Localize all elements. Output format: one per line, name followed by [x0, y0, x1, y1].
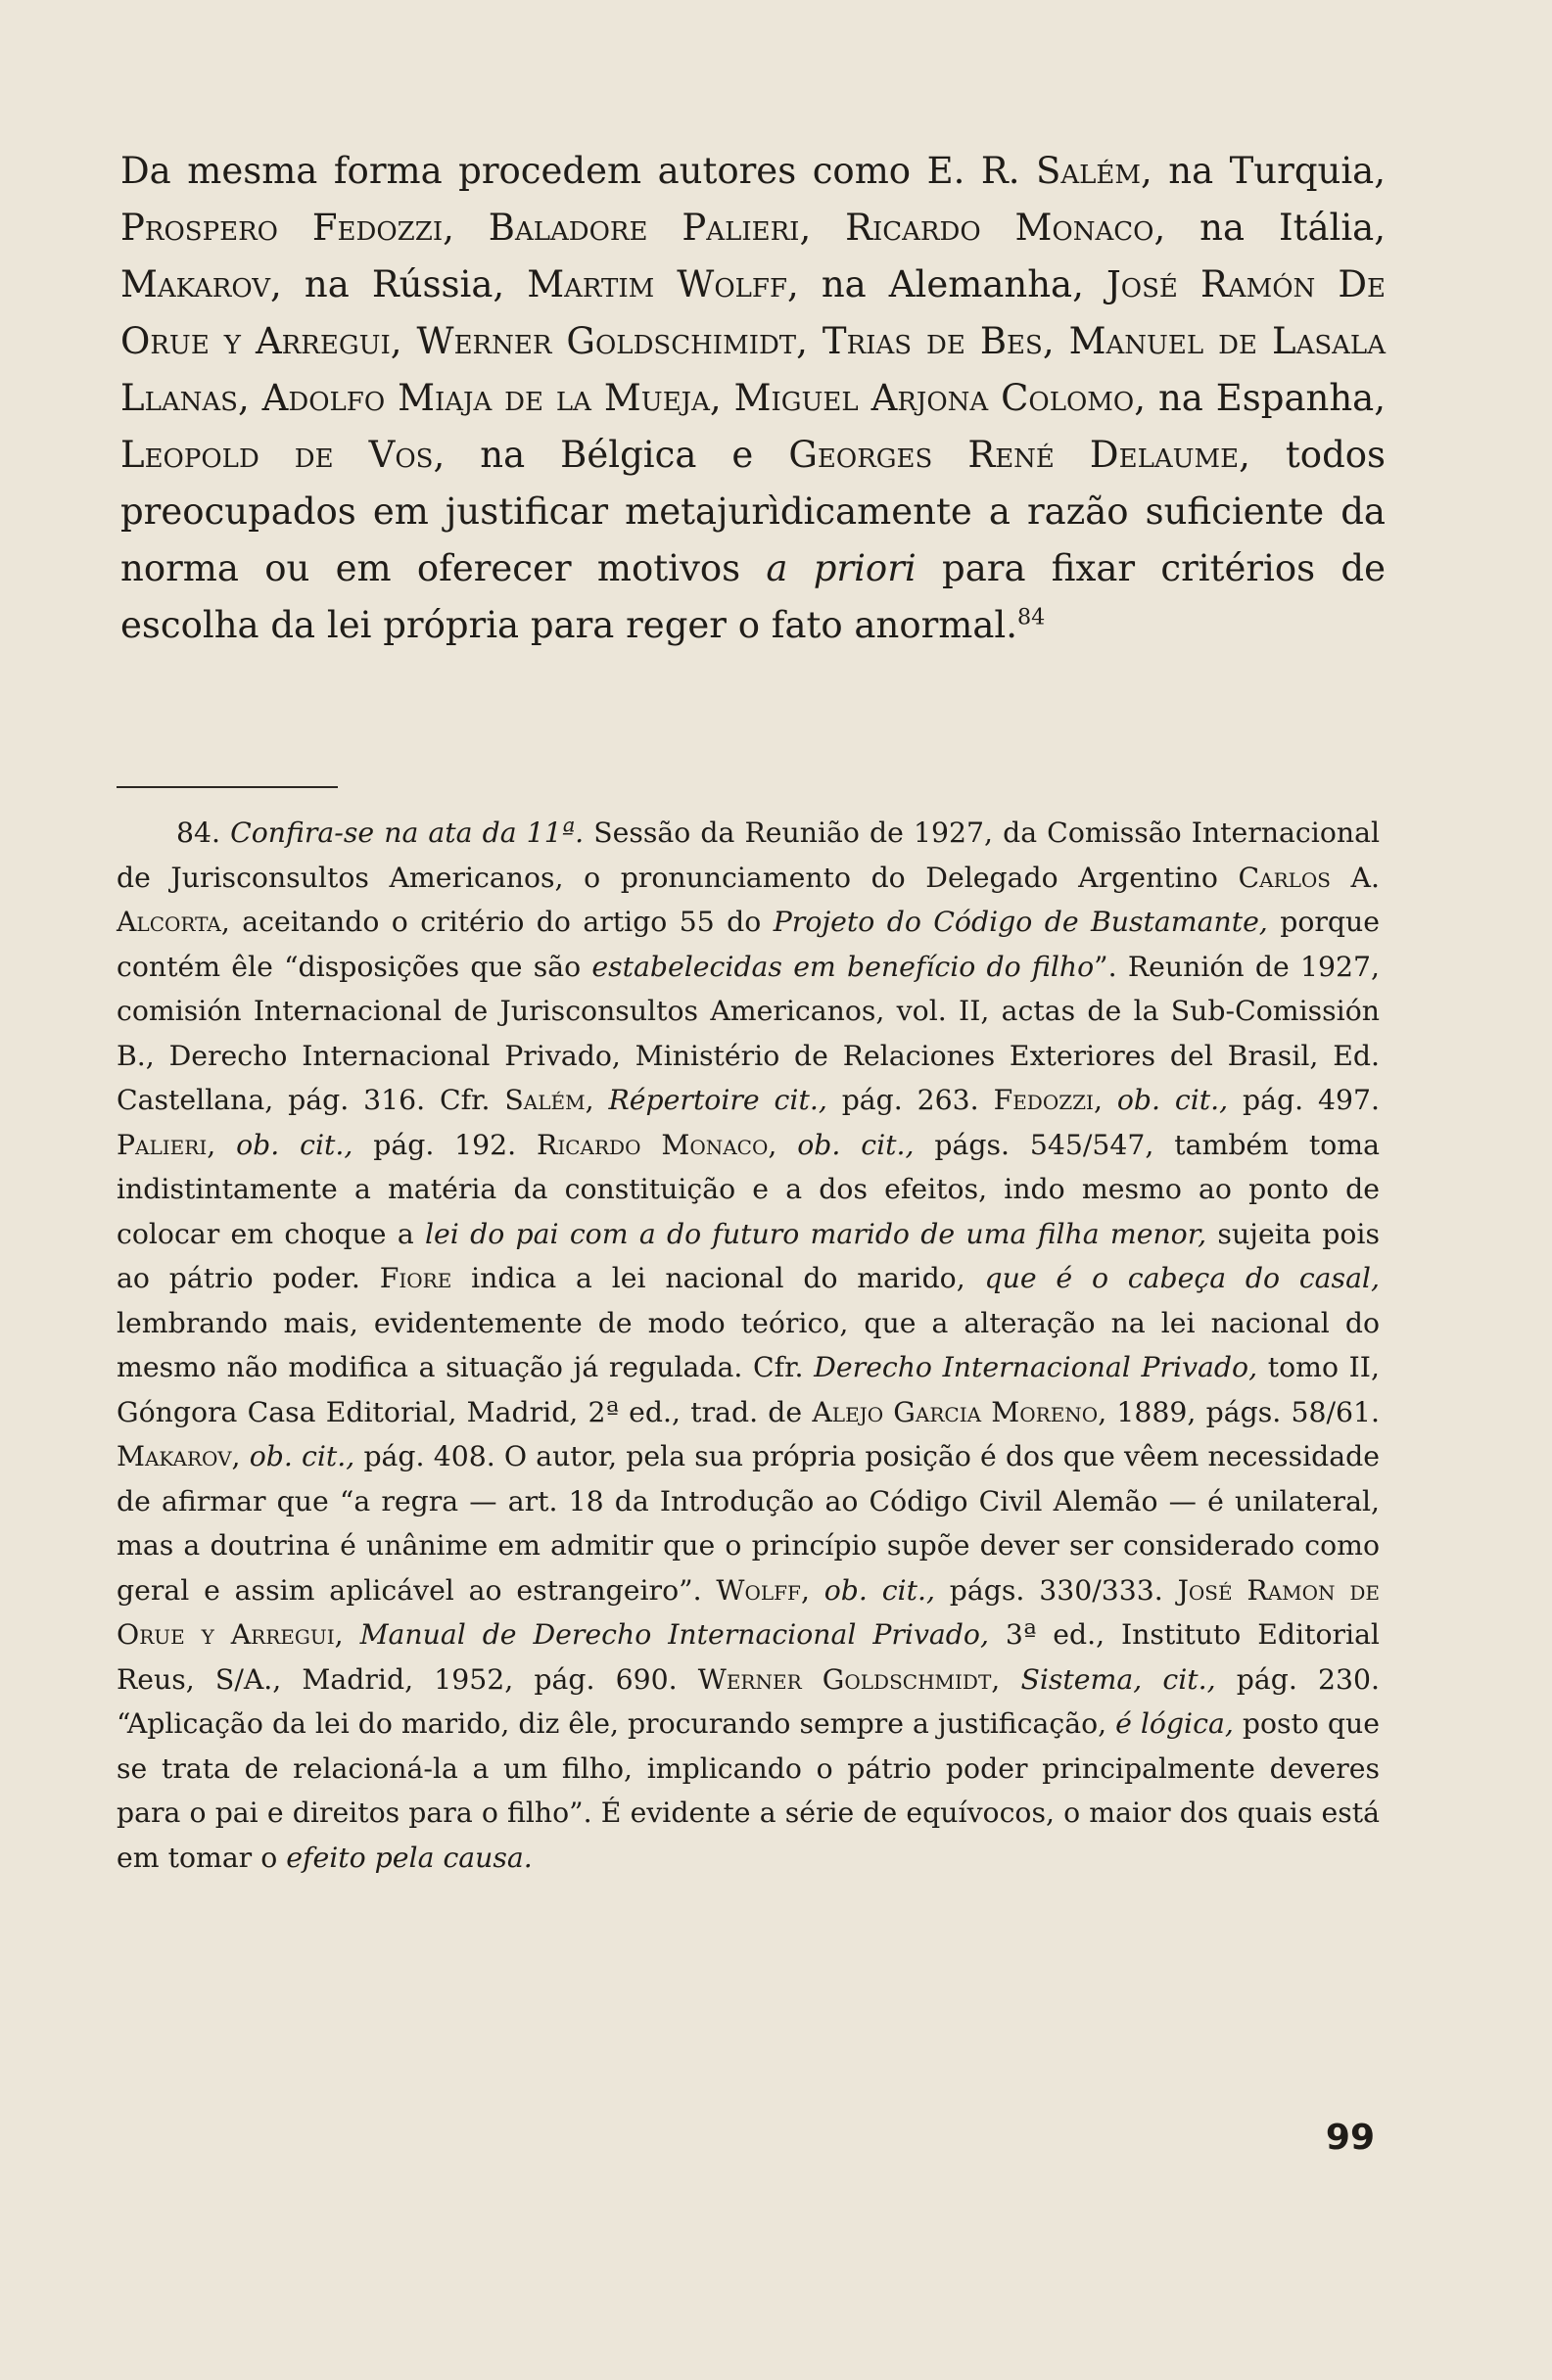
text-run: , [799, 207, 846, 249]
italic-text: Projeto do Código de Bustamante, [773, 906, 1268, 938]
italic-text: Manual de Derecho Internacional Privado, [359, 1618, 989, 1651]
text-run: porque contém êle “disposições que são [117, 906, 1380, 983]
text-run: págs. 330/333. [934, 1573, 1178, 1607]
text-run: , [709, 377, 734, 419]
author-name: Alejo Garcia Moreno [812, 1395, 1099, 1428]
author-name: Fedozzi [993, 1084, 1094, 1116]
text-run: , na Itália, [1153, 207, 1386, 249]
author-name: Wolff [716, 1573, 801, 1607]
italic-text: Répertoire cit., [608, 1084, 827, 1116]
author-name: Ricardo Monaco [845, 207, 1154, 249]
italic-text: ob. cit., [249, 1440, 355, 1472]
text-run: pág. 497. [1228, 1084, 1380, 1116]
text-run: págs. 545/547, também toma indistintamente a matéria da constituição e a dos efeitos, indo mesmo ao ponto de colocar em choque a [117, 1128, 1380, 1250]
text-run: pág. 230. “Aplicação da lei do marido, diz êle, procurando sempre a justificação, [117, 1662, 1380, 1740]
text-run: indica a lei nacional do marido, [451, 1262, 985, 1294]
text-run: , [443, 207, 489, 249]
text-run: , na Turquia, [1140, 150, 1386, 192]
author-name: Werner Goldschimidt [416, 320, 797, 362]
text-run: , [768, 1128, 798, 1161]
text-run: , [1093, 1084, 1117, 1116]
text-run: pág. 263. [826, 1084, 994, 1116]
author-name: Salém [504, 1084, 586, 1116]
text-run: , na Alemanha, [787, 263, 1106, 305]
author-name: Prospero Fedozzi [120, 207, 444, 249]
italic-text: ob. cit., [797, 1128, 915, 1161]
text-run: , aceitando o critério do artigo 55 do [220, 906, 774, 938]
author-name: Makarov [120, 263, 271, 305]
italic-text: lei do pai com a do futuro marido de uma filha menor, [424, 1217, 1207, 1250]
footnote-separator [117, 786, 338, 788]
text-run: pág. 192. [353, 1128, 538, 1161]
author-name: Trias de Bes [822, 320, 1043, 362]
text-run: , [207, 1128, 237, 1161]
text-run: para fixar critérios de escolha da lei própria para reger o fato anormal. [120, 547, 1386, 646]
text-run: 3ª ed., Instituto Editorial Reus, S/A., Madrid, 1952, pág. 690. [117, 1618, 1380, 1696]
author-name: José Ramón De Orue y Arregui [120, 263, 1386, 362]
footnote-number: 84. [176, 817, 231, 849]
text-run: , todos preocupados em justificar metajurìdicamente a razão suficiente da norma ou em oferecer motivos [120, 434, 1387, 589]
text-run: , [991, 1662, 1021, 1696]
text-run: , 1889, págs. 58/61. [1098, 1395, 1380, 1428]
author-name: Carlos A. Alcorta [117, 861, 1380, 938]
text-run: , na Bélgica e [433, 434, 789, 476]
text-run: tomo II, Góngora Casa Editorial, Madrid, 2ª ed., trad. de [117, 1351, 1380, 1428]
italic-text: efeito pela causa. [286, 1841, 533, 1874]
author-name: Miguel Arjona Colomo [733, 377, 1135, 419]
italic-text: que é o cabeça do casal, [984, 1262, 1380, 1294]
author-name: Fiore [379, 1262, 452, 1294]
text-run: pág. 408. O autor, pela sua própria posição é dos que vêem necessidade de afirmar que “a regra — art. 18 da Introdução ao Código Civil Alemão — é unilateral, mas a doutrina é unânime em admitir que o princípio supõe dever ser considerado como geral e assim aplicável ao estrangeiro”. [117, 1440, 1380, 1607]
author-name: Martim Wolff [527, 263, 787, 305]
text-run: sujeita pois ao pátrio poder. [117, 1217, 1380, 1294]
italic-text: Derecho Internacional Privado, [814, 1351, 1258, 1383]
italic-text: é lógica, [1115, 1707, 1234, 1740]
author-name: Palieri [117, 1128, 208, 1161]
author-name: Leopold de Vos [120, 434, 434, 476]
text-run: ”. Reunión de 1927, comisión Internacional de Jurisconsultos Americanos, vol. II, actas de la Sub-Comissión B., Derecho Internacional Privado, Ministério de Relaciones Exteriores del Brasil, Ed. Castellana, pág. 316. Cfr. [117, 950, 1380, 1116]
text-run: , [800, 1573, 824, 1607]
text-run: , [1042, 320, 1069, 362]
italic-text: Confira-se na ata da 11ª. [230, 817, 585, 849]
author-name: Adolfo Miaja de la Mueja [261, 377, 710, 419]
author-name: Georges René Delaume [788, 434, 1240, 476]
text-run: Sessão da Reunião de 1927, da Comissão Internacional de Jurisconsultos Americanos, o pronunciamento do Delegado Argentino [117, 817, 1381, 894]
italic-term: a priori [766, 547, 917, 589]
text-run: posto que se trata de relacioná-la a um filho, implicando o pátrio poder principalmente deveres para o pai e direitos para o filho”. É evidente a série de equívocos, o maior dos quais está em tomar o [117, 1707, 1380, 1874]
italic-text: Sistema, cit., [1020, 1662, 1216, 1696]
author-name: Salém [1035, 150, 1141, 192]
italic-text: estabelecidas em benefício do filho [591, 950, 1095, 983]
footnote-84 [117, 811, 1380, 1880]
text-run: , [334, 1618, 360, 1651]
body-text [120, 143, 1386, 654]
author-name: Werner Goldschmidt [697, 1662, 992, 1696]
text-run: lembrando mais, evidentemente de modo teórico, que a alteração na lei nacional do mesmo não modifica a situação já regulada. Cfr. [117, 1306, 1380, 1383]
italic-text: ob. cit., [1116, 1084, 1229, 1116]
main-paragraph [120, 143, 1386, 654]
italic-text: ob. cit., [236, 1128, 353, 1161]
page-number: 99 [1325, 2118, 1375, 2158]
author-name: Manuel de Lasala Llanas [120, 320, 1386, 419]
author-name: Makarov [117, 1440, 232, 1472]
author-name: Baladore Palieri [488, 207, 800, 249]
footnote-reference: 84 [1017, 604, 1046, 630]
text-run: Da mesma forma procedem autores como E. R. [120, 150, 1036, 192]
footnote-text [117, 811, 1380, 1880]
text-run: , [231, 1440, 250, 1472]
italic-text: ob. cit., [823, 1573, 935, 1607]
author-name: José Ramon de Orue y Arregui [117, 1573, 1380, 1651]
text-run: , [237, 377, 262, 419]
text-run: , na Rússia, [270, 263, 528, 305]
text-run: , [390, 320, 417, 362]
text-run: , na Espanha, [1134, 377, 1386, 419]
author-name: Ricardo Monaco [537, 1128, 769, 1161]
text-run: , [585, 1084, 609, 1116]
text-run: , [796, 320, 823, 362]
